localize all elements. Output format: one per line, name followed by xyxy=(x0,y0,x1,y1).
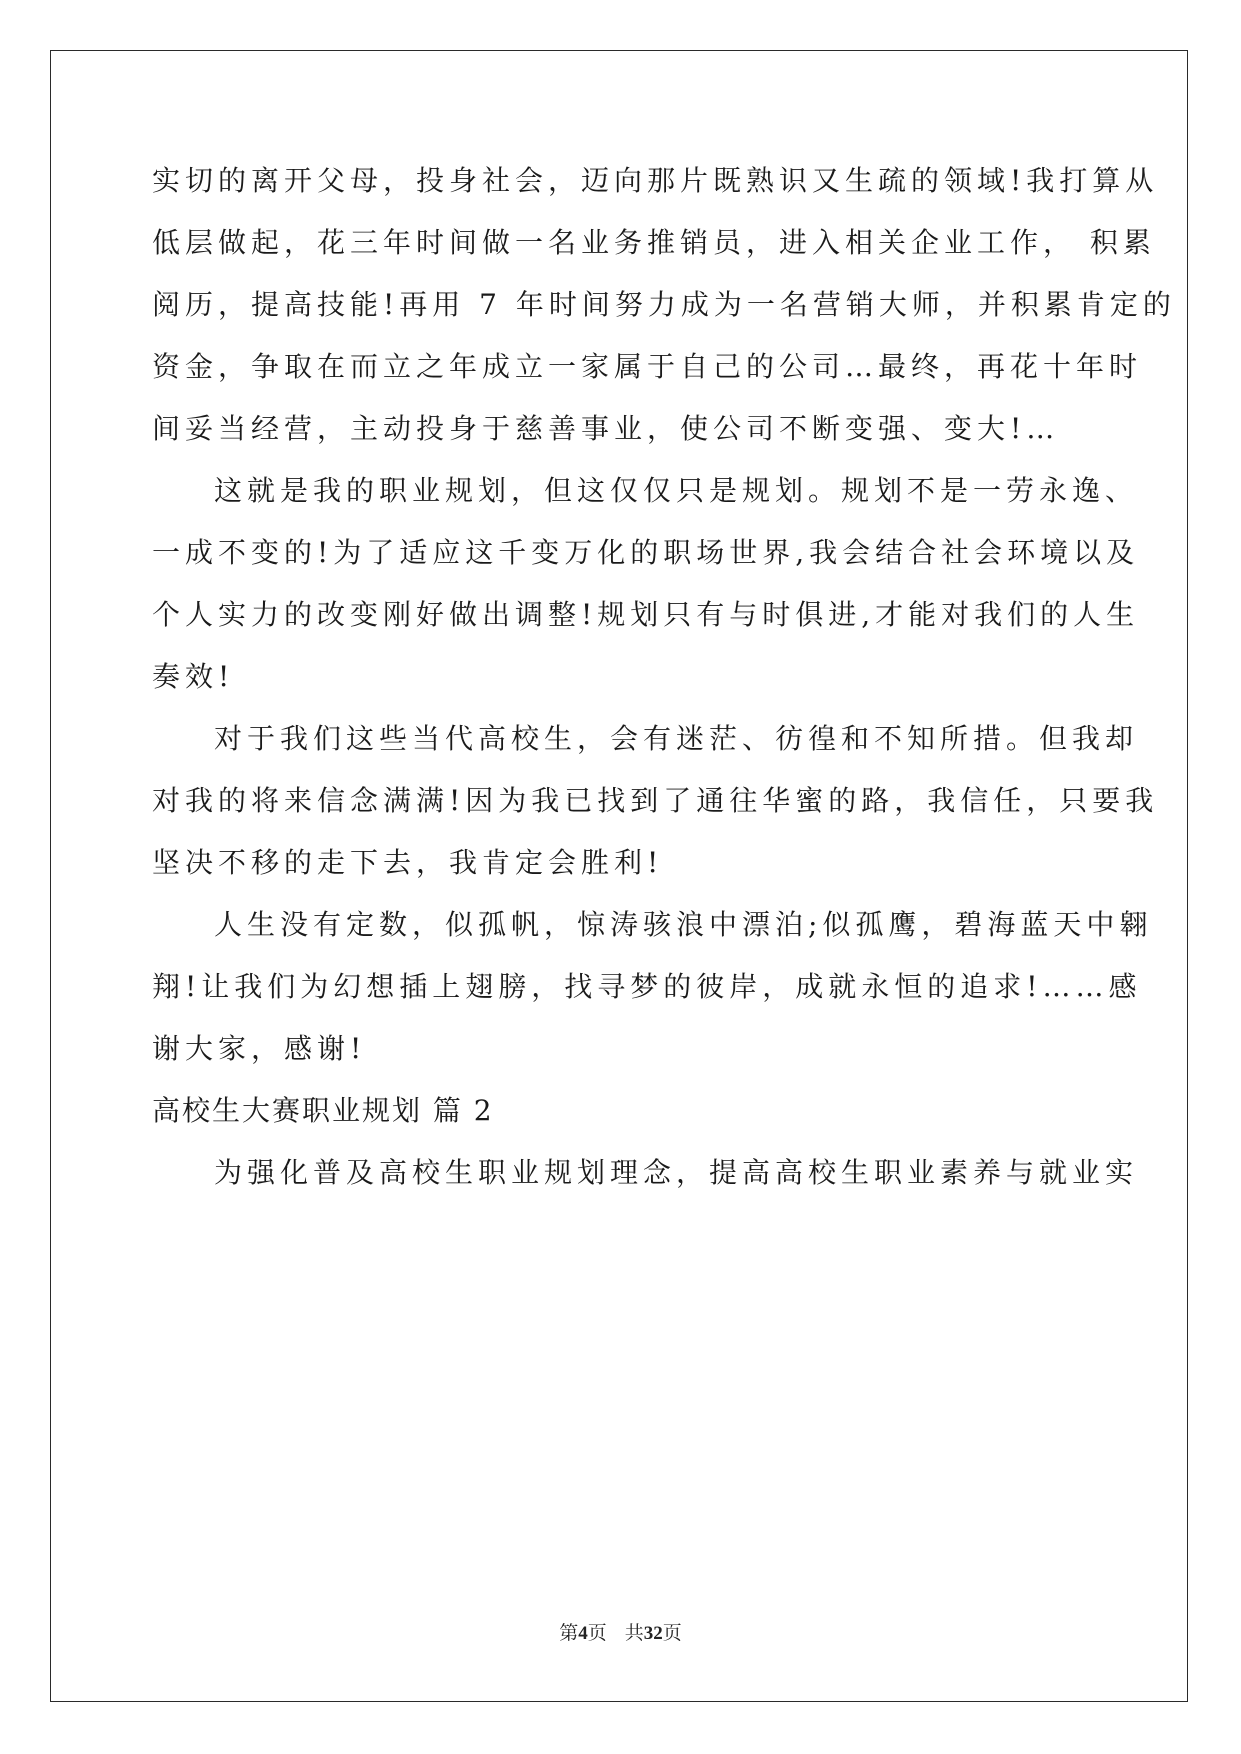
paragraph-line: 奏效! xyxy=(152,660,235,693)
paragraph-line: 对于我们这些当代高校生，会有迷茫、彷徨和不知所措。但我却 xyxy=(214,722,1139,755)
paragraph-line: 为强化普及高校生职业规划理念，提高高校生职业素养与就业实 xyxy=(214,1156,1139,1189)
paragraph-line: 实切的离开父母，投身社会，迈向那片既熟识又生疏的领域!我打算从 xyxy=(152,164,1159,197)
paragraph-line: 阅历，提高技能!再用 7 年时间努力成为一名营销大师，并积累肯定的 xyxy=(152,288,1176,321)
current-page-number: 4 xyxy=(578,1623,588,1644)
page-footer xyxy=(0,1618,1241,1645)
footer-total-prefix: 共 xyxy=(624,1622,644,1644)
paragraph-line: 谢大家，感谢! xyxy=(152,1032,367,1065)
document-body xyxy=(152,150,1176,1204)
footer-page-suffix: 页 xyxy=(587,1622,607,1644)
paragraph-line: 资金，争取在而立之年成立一家属于自己的公司…最终，再花十年时 xyxy=(152,350,1143,383)
total-page-count: 32 xyxy=(643,1623,663,1644)
footer-prefix: 第 xyxy=(559,1622,579,1644)
paragraph-line: 间妥当经营，主动投身于慈善事业，使公司不断变强、变大!… xyxy=(152,412,1060,445)
paragraph-line: 一成不变的!为了适应这千变万化的职场世界,我会结合社会环境以及 xyxy=(152,536,1140,569)
paragraph-line: 对我的将来信念满满!因为我已找到了通往华蜜的路，我信任，只要我 xyxy=(152,784,1159,817)
paragraph-line: 翔!让我们为幻想插上翅膀，找寻梦的彼岸，成就永恒的追求!……感 xyxy=(152,970,1142,1003)
paragraph-line: 个人实力的改变刚好做出调整!规划只有与时俱进,才能对我们的人生 xyxy=(152,598,1140,631)
footer-total-suffix: 页 xyxy=(662,1622,682,1644)
section-heading: 高校生大赛职业规划 篇 2 xyxy=(152,1094,494,1127)
paragraph-line: 坚决不移的走下去，我肯定会胜利! xyxy=(152,846,664,879)
paragraph-line: 人生没有定数，似孤帆，惊涛骇浪中漂泊;似孤鹰，碧海蓝天中翱 xyxy=(214,908,1153,941)
paragraph-line: 低层做起，花三年时间做一名业务推销员，进入相关企业工作， 积累 xyxy=(152,226,1156,259)
paragraph-line: 这就是我的职业规划，但这仅仅只是规划。规划不是一劳永逸、 xyxy=(214,474,1139,507)
